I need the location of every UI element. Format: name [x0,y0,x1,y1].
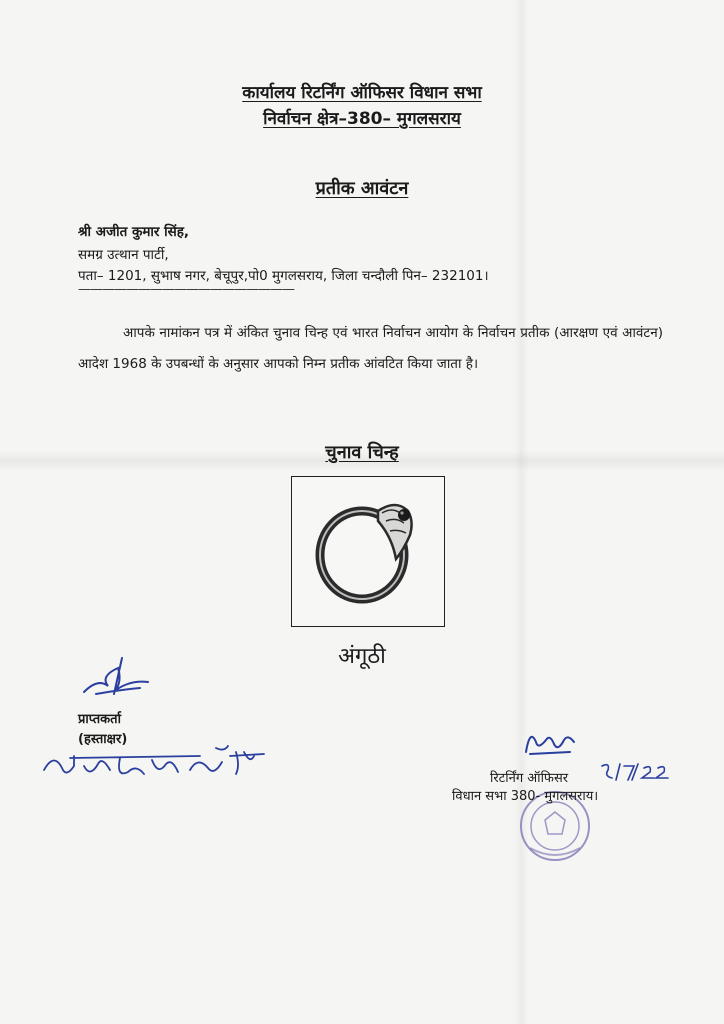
addressee-address: पता– 1201, सुभाष नगर, बेचूपुर,पो0 मुगलसराय, जिला चन्दौली पिन– 232101। [78,268,489,284]
symbol-heading: चुनाव चिन्ह [325,442,399,463]
recipient-signature-mark [78,650,158,700]
symbol-name: अंगूठी [338,644,386,669]
subject-title: प्रतीक आवंटन [315,178,409,199]
office-title: कार्यालय रिटर्निंग ऑफिसर विधान सभा [242,83,482,103]
officer-office: विधान सभा 380- मुगलसराय। [452,789,599,804]
addressee-name: श्री अजीत कुमार सिंह, [78,224,190,240]
allotment-paragraph: आपके नामांकन पत्र में अंकित चुनाव चिन्ह एवं भारत निर्वाचन आयोग के निर्वाचन प्रतीक (आरक्षण एवं आवंटन) आदेश 1968 के उपबन्धों के अनुसार आपको निम्न प्रतीक आंवटित किया जाता है। [78,325,663,372]
recipient-handwritten-name [40,742,280,792]
symbol-box [291,476,445,627]
officer-date-handwriting [598,760,678,784]
recipient-label: प्राप्तकर्ता [78,712,121,727]
ring-icon [292,477,444,626]
address-separator: —————————————————— [78,282,294,297]
officer-designation: रिटर्निंग ऑफिसर [490,771,569,786]
officer-signature-mark [520,722,580,762]
constituency-title: निर्वाचन क्षेत्र–380– मुगलसराय [263,109,461,129]
addressee-party: समग्र उत्थान पार्टी, [78,247,169,263]
recipient-signature-label: (हस्ताक्षर) [78,732,128,747]
